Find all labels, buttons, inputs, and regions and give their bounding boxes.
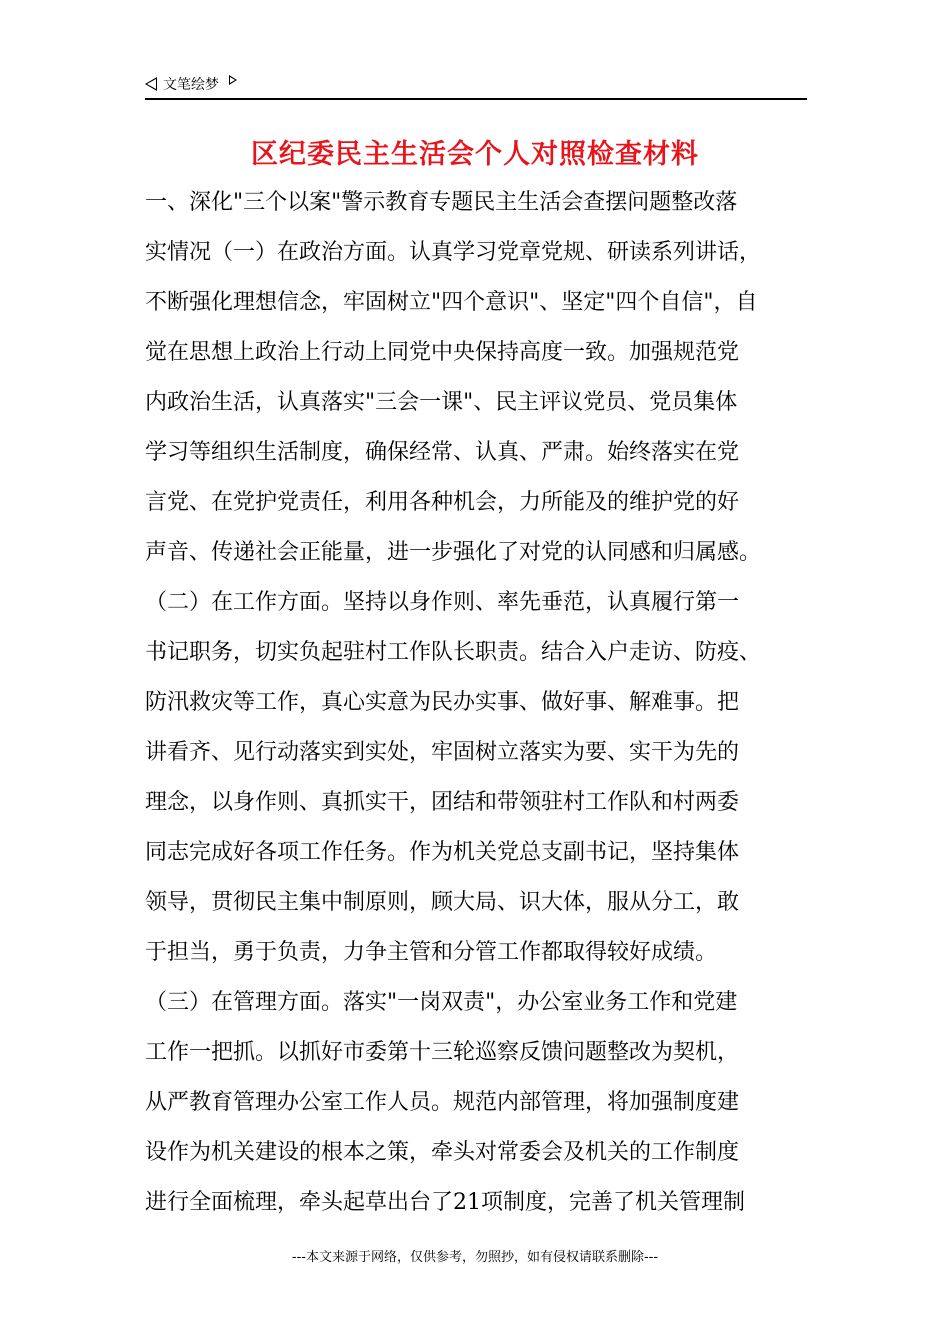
triangle-left-icon bbox=[145, 77, 157, 91]
triangle-right-icon bbox=[229, 75, 237, 85]
body-line: 工作一把抓。以抓好市委第十三轮巡察反馈问题整改为契机， bbox=[145, 1040, 740, 1065]
body-line: 觉在思想上政治上行动上同党中央保持高度一致。加强规范党 bbox=[145, 340, 740, 365]
body-line: 防汛救灾等工作，真心实意为民办实事、做好事、解难事。把 bbox=[145, 690, 740, 715]
body-line: 不断强化理想信念，牢固树立"四个意识"、坚定"四个自信"，自 bbox=[145, 290, 758, 315]
body-line: 讲看齐、见行动落实到实处，牢固树立落实为要、实干为先的 bbox=[145, 740, 740, 765]
body-line: 从严教育管理办公室工作人员。规范内部管理，将加强制度建 bbox=[145, 1090, 740, 1115]
body-line: 内政治生活，认真落实"三会一课"、民主评议党员、党员集体 bbox=[145, 390, 738, 415]
body-line: 言党、在党护党责任，利用各种机会，力所能及的维护党的好 bbox=[145, 490, 740, 515]
body-line: 于担当，勇于负责，力争主管和分管工作都取得较好成绩。 bbox=[145, 940, 718, 965]
body-line: 同志完成好各项工作任务。作为机关党总支副书记，坚持集体 bbox=[145, 840, 740, 865]
body-line: 学习等组织生活制度，确保经常、认真、严肃。始终落实在党 bbox=[145, 440, 740, 465]
body-line: 领导，贯彻民主集中制原则，顾大局、识大体，服从分工，敢 bbox=[145, 890, 740, 915]
header-brand: 文笔绘梦 bbox=[163, 77, 219, 93]
body-line: 理念，以身作则、真抓实干，团结和带领驻村工作队和村两委 bbox=[145, 790, 740, 815]
body-line: （三）在管理方面。落实"一岗双责"，办公室业务工作和党建 bbox=[145, 990, 738, 1015]
body-line: 实情况（一）在政治方面。认真学习党章党规、研读系列讲话， bbox=[145, 240, 762, 265]
body-line: 一、深化"三个以案"警示教育专题民主生活会查摆问题整改落 bbox=[145, 190, 738, 215]
footer-notice: ---本文来源于网络，仅供参考，勿照抄，如有侵权请联系删除--- bbox=[291, 1250, 659, 1265]
body-line: 书记职务，切实负起驻村工作队长职责。结合入户走访、防疫、 bbox=[145, 640, 762, 665]
body-line: 进行全面梳理，牵头起草出台了21项制度，完善了机关管理制 bbox=[145, 1190, 745, 1215]
document-body bbox=[145, 178, 817, 1228]
document-title: 区纪委民主生活会个人对照检查材料 bbox=[251, 139, 699, 170]
body-line: 设作为机关建设的根本之策，牵头对常委会及机关的工作制度 bbox=[145, 1140, 740, 1165]
body-line: （二）在工作方面。坚持以身作则、率先垂范，认真履行第一 bbox=[145, 590, 740, 615]
body-line: 声音、传递社会正能量，进一步强化了对党的认同感和归属感。 bbox=[145, 540, 762, 565]
page-header bbox=[145, 70, 807, 100]
header-brand-group bbox=[145, 74, 237, 94]
